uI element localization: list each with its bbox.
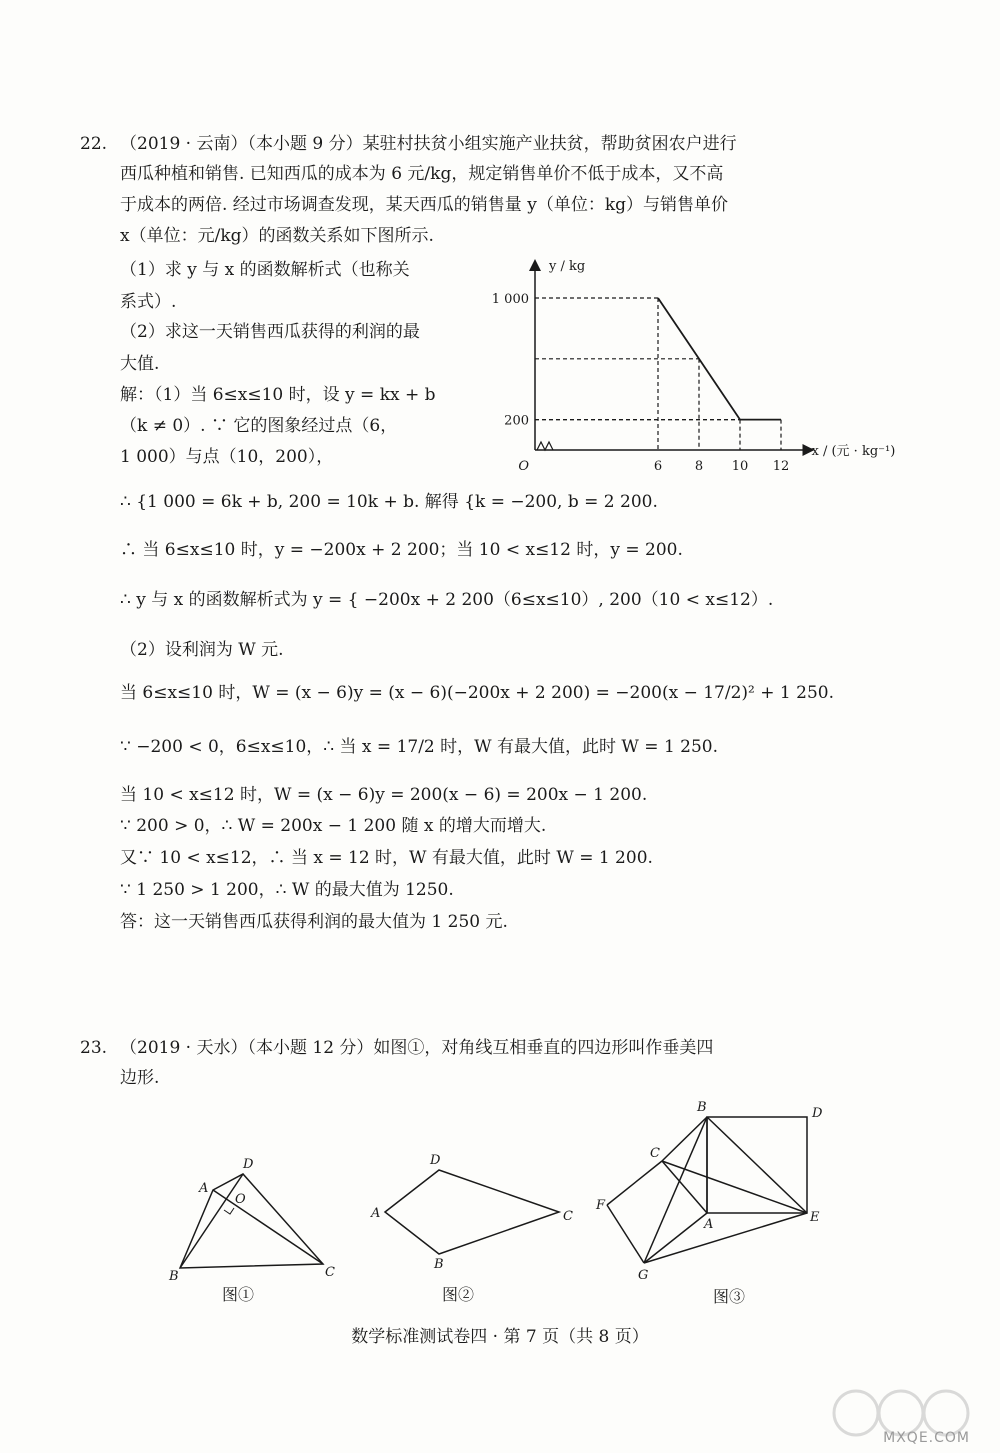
function-graph (490, 250, 896, 490)
q22-line: 解：（1）当 6≤x≤10 时，设 y = kx + b (120, 385, 436, 405)
fig3-label-D: D (812, 1106, 823, 1121)
q22-line: 又∵ 10 < x≤12，∴ 当 x = 12 时，W 有最大值，此时 W = 1 200. (120, 848, 653, 868)
fig3-label-C: C (650, 1146, 660, 1161)
q22-line: 于成本的两倍. 经过市场调查发现，某天西瓜的销售量 y（单位：kg）与销售单价 (120, 195, 728, 215)
q22-line: 西瓜种植和销售. 已知西瓜的成本为 6 元/kg，规定销售单价不低于成本，又不高 (120, 164, 724, 184)
q22-line: 答：这一天销售西瓜获得利润的最大值为 1 250 元. (120, 912, 508, 932)
origin-label: O (518, 459, 529, 474)
fig1-label-B: B (169, 1269, 179, 1284)
figure-2 (365, 1150, 580, 1275)
y-axis-label: y / kg (549, 259, 586, 274)
fig1-label-C: C (325, 1265, 335, 1280)
fig2-label-B: B (434, 1257, 444, 1272)
q22-line: （2）设利润为 W 元. (120, 640, 284, 660)
x-tick-label: 12 (772, 459, 790, 474)
figure-3 (590, 1095, 835, 1285)
q23-line: （2019 · 天水）（本小题 12 分）如图①，对角线互相垂直的四边形叫作垂美四 (120, 1038, 714, 1058)
fig2-label-C: C (563, 1209, 573, 1224)
x-tick-label: 10 (731, 459, 749, 474)
fig1-label-A: A (199, 1181, 209, 1196)
q22-line: 大值. (120, 354, 160, 374)
fig1-label-D: D (243, 1157, 254, 1172)
q22-line: （2019 · 云南）（本小题 9 分）某驻村扶贫小组实施产业扶贫，帮助贫困农户进行 (120, 134, 737, 154)
q22-line: ∴ y 与 x 的函数解析式为 y = { −200x + 2 200（6≤x≤10）, 200（10 < x≤12）. (120, 590, 774, 610)
y-tick-label: 200 (504, 413, 529, 429)
question-22-number: 22. (80, 134, 108, 154)
fig3-label-A: A (704, 1217, 714, 1232)
fig3-label-B: B (697, 1100, 707, 1115)
q22-line: ∵ 1 250 > 1 200，∴ W 的最大值为 1250. (120, 880, 454, 900)
x-tick-label: 6 (653, 459, 663, 474)
fig1-label-O: O (235, 1192, 246, 1207)
q22-line: 当 6≤x≤10 时，W = (x − 6)y = (x − 6)(−200x + 2 200) = −200(x − 17/2)² + 1 250. (120, 683, 834, 703)
q22-line: 1 000）与点（10，200）， (120, 447, 334, 467)
question-23-number: 23. (80, 1038, 108, 1058)
q22-line: （2）求这一天销售西瓜获得的利润的最 (120, 322, 420, 342)
page-footer: 数学标准测试卷四 · 第 7 页（共 8 页） (351, 1327, 649, 1347)
q22-line: （1）求 y 与 x 的函数解析式（也称关 (120, 260, 410, 280)
q22-line: 当 10 < x≤12 时，W = (x − 6)y = 200(x − 6) = 200x − 1 200. (120, 785, 648, 805)
figure-1 (165, 1150, 350, 1285)
fig2-label-A: A (371, 1206, 381, 1221)
fig3-label-G: G (638, 1268, 649, 1283)
q22-line: ∵ 200 > 0，∴ W = 200x − 1 200 随 x 的增大而增大. (120, 816, 547, 836)
figure-1-caption: 图① (222, 1285, 255, 1304)
q22-line: （k ≠ 0）. ∵ 它的图象经过点（6， (120, 416, 398, 436)
x-axis-label: x / (元 · kg⁻¹) (811, 444, 896, 459)
q22-line: x（单位：元/kg）的函数关系如下图所示. (120, 226, 434, 246)
fig2-label-D: D (430, 1153, 441, 1168)
q22-line: ∴ 当 6≤x≤10 时，y = −200x + 2 200；当 10 < x≤12 时，y = 200. (120, 540, 683, 560)
q22-line: 系式）. (120, 292, 177, 312)
fig3-label-E: E (810, 1210, 820, 1225)
q23-line: 边形. (120, 1068, 160, 1088)
figure-3-caption: 图③ (713, 1287, 746, 1306)
q22-line: ∴ {1 000 = 6k + b, 200 = 10k + b. 解得 {k = −200, b = 2 200. (120, 492, 658, 512)
watermark-text: MXQE.COM (883, 1430, 970, 1446)
y-tick-label: 1 000 (491, 292, 529, 307)
axis-break (537, 442, 553, 450)
x-tick-label: 8 (694, 459, 704, 474)
q22-line: ∵ −200 < 0，6≤x≤10，∴ 当 x = 17/2 时，W 有最大值，此时 W = 1 250. (120, 737, 719, 757)
fig3-label-F: F (596, 1198, 606, 1213)
figure-2-caption: 图② (442, 1285, 475, 1304)
